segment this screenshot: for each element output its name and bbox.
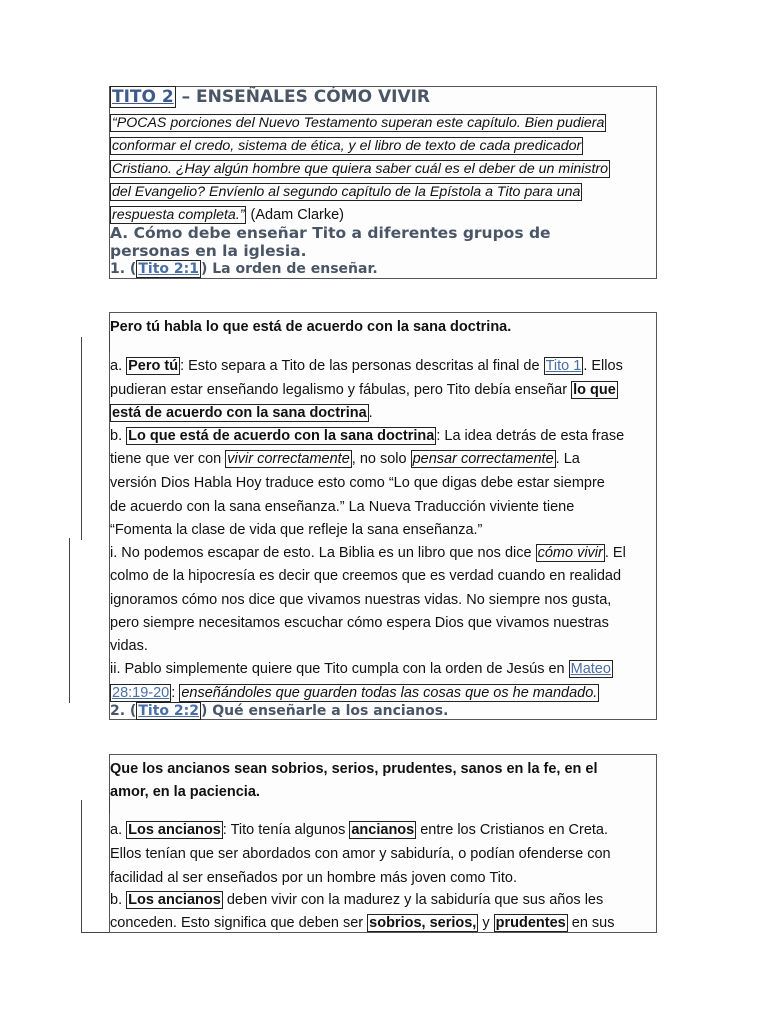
point-a-line-3 [110, 404, 373, 422]
s3-point-a-line-3: facilidad al ser enseñados por un hombre más joven como Tito. [110, 870, 518, 886]
text: . El [604, 545, 626, 561]
text: , no solo [351, 451, 411, 467]
heading-2 [110, 703, 448, 720]
text: conceden. Esto significa que deben ser [110, 915, 368, 931]
point-ii-line-2 [110, 684, 599, 702]
point-i-line-4: pero siempre necesitamos escuchar cómo espera Dios que vivamos nuestras [110, 615, 609, 631]
text: entre los Cristianos en Creta. [416, 822, 609, 838]
point-a-line-1 [110, 357, 623, 375]
text: : [171, 685, 180, 701]
margin-bar [81, 337, 82, 540]
heading-1-prefix: 1. ( [110, 261, 137, 277]
text: en sus [567, 915, 615, 931]
text: . Ellos [583, 358, 623, 374]
keyword: Pero tú [128, 358, 179, 374]
point-marker: b. [110, 892, 127, 908]
point-b-line-4: de acuerdo con la sana enseñanza.” La Nueva Traducción viviente tiene [110, 499, 575, 515]
s3-point-b-line-2 [110, 914, 615, 932]
text: . La [555, 451, 580, 467]
quote-line-2 [110, 137, 583, 155]
heading-1-text: ) La orden de enseñar. [200, 261, 378, 277]
s3-point-b-line-1 [110, 891, 603, 909]
margin-line [81, 932, 109, 933]
point-marker: b. [110, 428, 127, 444]
point-i-line-3: ignoramos cómo nos dice que vivamos nuestras vidas. No siempre nos gusta, [110, 592, 612, 608]
text: : La idea detrás de esta frase [436, 428, 625, 444]
point-b-line-2 [110, 450, 580, 468]
quote-line-1 [110, 114, 606, 132]
mateo-28-link[interactable]: 28:19-20 [112, 685, 170, 701]
text: ii. Pablo simplemente quiere que Tito cumpla con la orden de Jesús en [110, 661, 569, 677]
title-text: – ENSEÑALES CÓMO VIVIR [175, 87, 431, 107]
mateo-link[interactable]: Mateo [570, 661, 611, 677]
text: : Esto separa a Tito de las personas descritas al final de [180, 358, 544, 374]
tito-2-1-link[interactable]: Tito 2:1 [138, 261, 199, 277]
point-i-line-1 [110, 544, 626, 562]
point-i-line-5: vidas. [110, 638, 148, 654]
point-i-line-2: colmo de la hipocresía es decir que creemos que es verdad cuando en realidad [110, 568, 622, 584]
heading-a-line-2: personas en la iglesia. [110, 242, 307, 260]
keyword: ancianos [351, 822, 415, 838]
margin-bar [81, 800, 82, 933]
quote-line-text: Cristiano. ¿Hay algún hombre que quiera saber cuál es el deber de un ministro [112, 161, 609, 177]
keyword: Lo que está de acuerdo con la sana doctrina [128, 428, 435, 444]
tito-1-link[interactable]: Tito 1 [545, 358, 582, 374]
point-marker: a. [110, 822, 127, 838]
point-a-line-2 [110, 381, 618, 399]
quote-author: (Adam Clarke) [246, 207, 344, 223]
quote-line-text: conformar el credo, sistema de ética, y el libro de texto de cada predicador [112, 138, 582, 154]
s3-point-a-line-2: Ellos tenían que ser abordados con amor y sabiduría, o podían ofenderse con [110, 846, 611, 862]
quote-line-text: del Evangelio? Envíenlo al segundo capítulo de la Epístola a Tito para una [112, 184, 581, 200]
text: . [368, 405, 373, 421]
verse-line-1: Que los ancianos sean sobrios, serios, prudentes, sanos en la fe, en el [110, 761, 598, 777]
quote-line-text: “POCAS porciones del Nuevo Testamento superan este capítulo. Bien pudiera [112, 115, 605, 131]
point-b-line-3: versión Dios Habla Hoy traduce esto como “Lo que digas debe estar siempre [110, 475, 605, 491]
emphasis: cómo vivir [537, 545, 603, 561]
tito-2-2-link[interactable]: Tito 2:2 [138, 703, 199, 719]
point-ii-line-1 [110, 660, 613, 678]
quote-line-3 [110, 160, 610, 178]
verse-line-2: amor, en la paciencia. [110, 784, 260, 800]
emphasis: enseñándoles que guarden todas las cosas que os he mandado. [181, 685, 598, 701]
text: deben vivir con la madurez y la sabiduría que sus años les [222, 892, 604, 908]
heading-1 [110, 261, 378, 278]
margin-bar [69, 538, 70, 703]
emphasis: vivir correctamente [227, 451, 350, 467]
title-reference-link[interactable]: TITO 2 [112, 87, 174, 107]
keyword: sobrios, serios, [369, 915, 477, 931]
heading-2-text: ) Qué enseñarle a los ancianos. [200, 703, 449, 719]
s3-point-a-line-1 [110, 821, 608, 839]
quote-line-4 [110, 183, 582, 201]
emphasis: pensar correctamente [412, 451, 554, 467]
heading-a-line-1: A. Cómo debe enseñar Tito a diferentes grupos de [110, 224, 551, 242]
keyword: prudentes [495, 915, 566, 931]
verse-text: Pero tú habla lo que está de acuerdo con la sana doctrina. [110, 319, 512, 335]
text: tiene que ver con [110, 451, 226, 467]
keyword: Los ancianos [128, 822, 221, 838]
quote-line-text: respuesta completa.” [112, 207, 245, 223]
point-b-line-1 [110, 427, 624, 445]
page-title [110, 87, 430, 107]
keyword: está de acuerdo con la sana doctrina [112, 405, 367, 421]
text: i. No podemos escapar de esto. La Biblia es un libro que nos dice [110, 545, 536, 561]
text: y [478, 915, 494, 931]
heading-2-prefix: 2. ( [110, 703, 137, 719]
quote-line-5 [110, 206, 344, 224]
text: : Tito tenía algunos [222, 822, 350, 838]
keyword: Los ancianos [128, 892, 221, 908]
point-marker: a. [110, 358, 127, 374]
keyword: lo que [573, 382, 616, 398]
point-b-line-5: “Fomenta la clase de vida que refleje la sana enseñanza.” [110, 522, 483, 538]
text: pudieran estar enseñando legalismo y fábulas, pero Tito debía enseñar [110, 382, 572, 398]
